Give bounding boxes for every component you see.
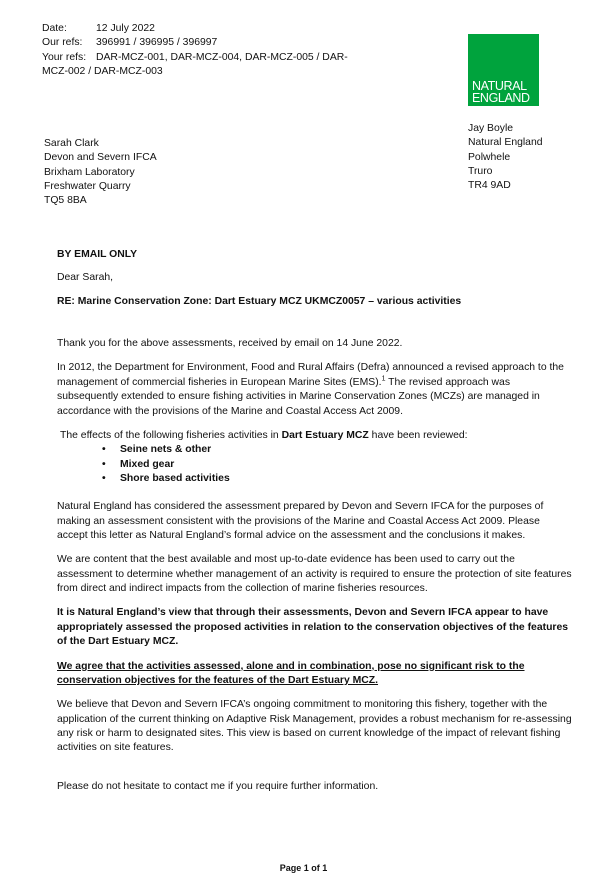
- paragraph-assessment: Natural England has considered the assessment prepared by Devon and Severn IFCA for the purposes of making an assessment consistent with the provisions of the Marine and Coastal Access Act 2009. Please accept this letter as Natural England’s formal advice on the assessment and the conclusions it makes.: [57, 501, 544, 542]
- list-item: • Mixed gear: [102, 458, 572, 472]
- activities-list: [102, 443, 572, 486]
- recipient-building: Brixham Laboratory: [44, 166, 135, 178]
- site-name: Dart Estuary MCZ: [281, 429, 369, 441]
- logo-line-1: NATURAL: [472, 78, 527, 93]
- activities-intro-text: The effects of the following fisheries activities in: [60, 429, 282, 441]
- paragraph-background: [57, 361, 572, 418]
- recipient-org: Devon and Severn IFCA: [44, 152, 157, 164]
- activities-intro-suffix: have been reviewed:: [368, 429, 468, 441]
- footnote-marker: 1: [381, 375, 386, 383]
- recipient-name: Sarah Clark: [44, 138, 99, 149]
- sender-name: Jay Boyle: [468, 123, 514, 134]
- paragraph-conclusion: We agree that the activities assessed, alone and in combination, pose no significant risk to the conservation objectives for the features of the Dart Estuary MCZ.: [57, 660, 525, 686]
- sender-org: Natural England: [468, 137, 543, 149]
- your-refs-continuation: MCZ-002 / DAR-MCZ-003: [42, 66, 163, 78]
- subject-line: RE: Marine Conservation Zone: Dart Estuary MCZ UKMCZ0057 – various activities: [57, 295, 462, 307]
- natural-england-logo: [468, 34, 539, 106]
- email-only-notice: BY EMAIL ONLY: [57, 249, 138, 260]
- your-refs-label: Your refs:: [42, 51, 87, 63]
- your-refs-value: DAR-MCZ-001, DAR-MCZ-004, DAR-MCZ-005 / DAR-: [96, 51, 348, 63]
- page-number: Page 1 of 1: [279, 863, 328, 873]
- letter-body: [57, 248, 572, 794]
- logo-line-2: ENGLAND: [472, 90, 530, 105]
- date-row: [42, 22, 362, 36]
- paragraph-closing: Please do not hesitate to contact me if you require further information.: [57, 780, 379, 792]
- sender-address: [468, 122, 543, 194]
- date-label: Date:: [42, 23, 67, 34]
- recipient-street: Freshwater Quarry: [44, 181, 131, 193]
- sender-building: Polwhele: [468, 151, 511, 163]
- your-refs-row: [42, 51, 362, 65]
- paragraph-evidence: We are content that the best available and most up-to-date evidence has been used to carry out the assessment to determine whether management of an activity is required to ensure the protection of site features from direct and indirect impacts from the collection of marine fisheries resources.: [57, 554, 572, 595]
- our-refs-value: 396991 / 396995 / 396997: [96, 37, 218, 49]
- list-item: • Seine nets & other: [102, 443, 572, 457]
- paragraph-acknowledgement: Thank you for the above assessments, received by email on 14 June 2022.: [57, 338, 403, 350]
- reference-block: [42, 22, 362, 79]
- logo-text: [472, 80, 530, 105]
- background-text-2: The revised approach was subsequently extended to ensure fishing activities in Marine Conservation Zones (MCZs) are managed in accordance with the provisions of the Marine and Coastal Access Act 2009.: [57, 376, 540, 417]
- sender-postcode: TR4 9AD: [468, 180, 511, 192]
- our-refs-label: Our refs:: [42, 37, 83, 49]
- sender-town: Truro: [468, 166, 493, 178]
- salutation: Dear Sarah,: [57, 272, 114, 284]
- paragraph-monitoring: We believe that Devon and Severn IFCA’s ongoing commitment to monitoring this fishery, together with the application of the current thinking on Adaptive Risk Management, provides a robust mechanism for re-assessing any risk or harm to designated sites. This view is based on current knowledge of the impact of relevant fishing activities on site features.: [57, 699, 572, 754]
- background-text-1: In 2012, the Department for Environment, Food and Rural Affairs (Defra) announced a revised approach to the management of commercial fisheries in European Marine Sites (EMS).: [57, 362, 564, 388]
- recipient-address: [44, 137, 157, 209]
- recipient-postcode: TQ5 8BA: [44, 195, 87, 207]
- paragraph-activities-intro: [60, 429, 572, 443]
- list-item: • Shore based activities: [102, 472, 572, 486]
- paragraph-view: It is Natural England’s view that through their assessments, Devon and Severn IFCA appear to have appropriately assessed the proposed activities in relation to the conservation objectives of the features of the Dart Estuary MCZ.: [57, 607, 569, 648]
- date-value: 12 July 2022: [96, 23, 155, 34]
- our-refs-row: [42, 36, 362, 50]
